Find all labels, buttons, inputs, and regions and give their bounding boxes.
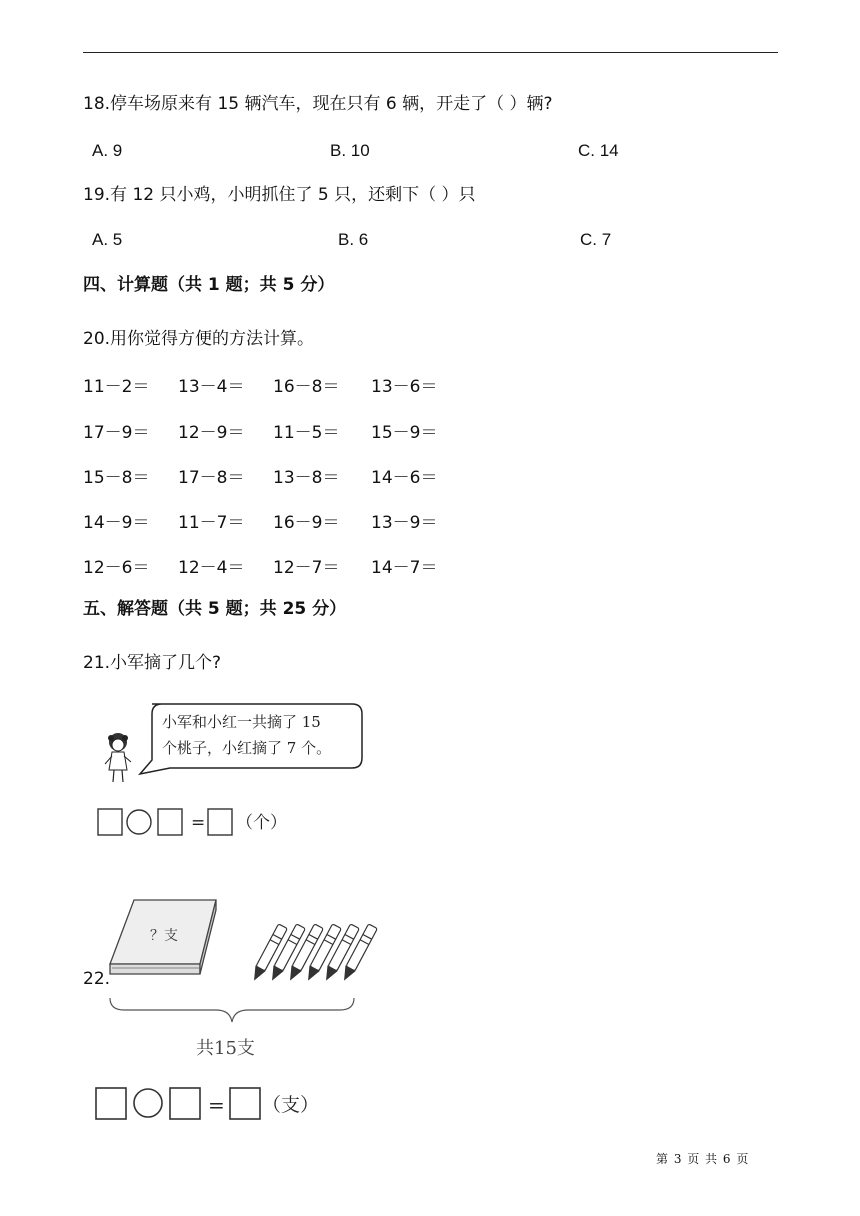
calc-item: 16－8＝ xyxy=(273,377,340,397)
girl-speech-illustration xyxy=(100,700,370,800)
calc-item: 14－9＝ xyxy=(83,513,150,533)
q21-equation xyxy=(96,806,306,840)
question-19-text: 19.有 12 只小鸡，小明抓住了 5 只，还剩下（ ）只 xyxy=(83,185,476,205)
q18-option-c: C. 14 xyxy=(578,141,619,160)
operator-circle xyxy=(134,1089,162,1117)
question-20-text: 20.用你觉得方便的方法计算。 xyxy=(83,329,315,349)
unit-label: （个） xyxy=(236,813,287,833)
calc-item: 12－9＝ xyxy=(178,423,245,443)
unit-label: （支） xyxy=(262,1094,320,1116)
calc-item: 17－8＝ xyxy=(178,468,245,488)
equals-sign: = xyxy=(208,1093,225,1117)
operator-circle xyxy=(127,810,151,834)
calc-item: 15－9＝ xyxy=(371,423,438,443)
calc-item: 13－9＝ xyxy=(371,513,438,533)
q19-option-c: C. 7 xyxy=(580,230,612,249)
total-brace xyxy=(110,998,354,1022)
section-5-title: 五、解答题（共 5 题；共 25 分） xyxy=(83,599,347,619)
calc-item: 13－6＝ xyxy=(371,377,438,397)
calc-item: 12－6＝ xyxy=(83,558,150,578)
speech-bubble-line-2: 个桃子，小红摘了 7 个。 xyxy=(162,739,332,757)
calc-item: 12－4＝ xyxy=(178,558,245,578)
calc-item: 11－7＝ xyxy=(178,513,245,533)
calc-item: 14－6＝ xyxy=(371,468,438,488)
girl-icon xyxy=(105,733,131,782)
answer-box xyxy=(208,809,232,835)
page-footer: 第 3 页 共 6 页 xyxy=(656,1152,750,1166)
pens-group xyxy=(250,924,377,982)
header-rule xyxy=(83,52,778,53)
calc-item: 15－8＝ xyxy=(83,468,150,488)
total-label: 共15支 xyxy=(196,1038,255,1059)
q19-option-b: B. 6 xyxy=(338,230,369,249)
pens-illustration xyxy=(104,898,394,1068)
answer-box xyxy=(170,1088,200,1119)
answer-box xyxy=(96,1088,126,1119)
calc-item: 14－7＝ xyxy=(371,558,438,578)
calc-item: 11－5＝ xyxy=(273,423,340,443)
calc-item: 11－2＝ xyxy=(83,377,150,397)
q22-equation xyxy=(94,1085,324,1125)
calc-item: 13－8＝ xyxy=(273,468,340,488)
calc-item: 12－7＝ xyxy=(273,558,340,578)
box-label: ？支 xyxy=(150,928,178,944)
speech-bubble-line-1: 小军和小红一共摘了 15 xyxy=(162,713,321,731)
answer-box xyxy=(158,809,182,835)
answer-box xyxy=(98,809,122,835)
q19-option-a: A. 5 xyxy=(92,230,123,249)
answer-box xyxy=(230,1088,260,1119)
equals-sign: = xyxy=(191,813,206,833)
question-22-label: 22. xyxy=(83,969,111,989)
q18-option-a: A. 9 xyxy=(92,141,123,160)
section-4-title: 四、计算题（共 1 题；共 5 分） xyxy=(83,275,335,295)
question-18-text: 18.停车场原来有 15 辆汽车，现在只有 6 辆，开走了（ ）辆? xyxy=(83,94,553,114)
pen-box-icon xyxy=(110,900,216,974)
calc-item: 17－9＝ xyxy=(83,423,150,443)
calc-item: 16－9＝ xyxy=(273,513,340,533)
calc-item: 13－4＝ xyxy=(178,377,245,397)
q18-option-b: B. 10 xyxy=(330,141,370,160)
question-21-text: 21.小军摘了几个? xyxy=(83,653,222,673)
